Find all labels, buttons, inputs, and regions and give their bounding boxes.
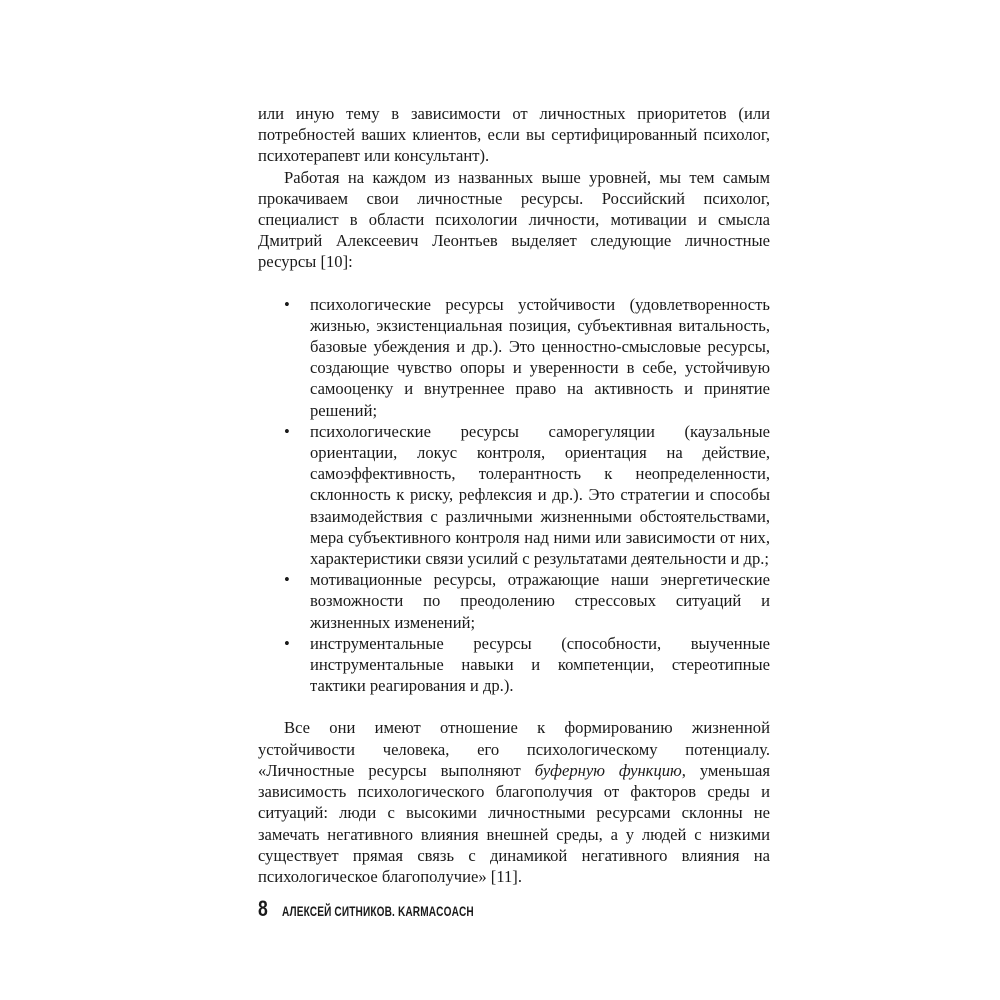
page-number: 8 — [258, 896, 268, 921]
list-item-text: инструментальные ресурсы (способности, выученные инструментальные навыки и компетенции, стереотипные тактики реагирования и др.). — [310, 633, 770, 696]
list-item-text: мотивационные ресурсы, отражающие наши энергетические возможности по преодолению стрессовых ситуаций и жизненных изменений; — [310, 570, 770, 632]
list-item — [284, 633, 770, 697]
running-title: АЛЕКСЕЙ СИТНИКОВ. KARMACOACH — [282, 903, 474, 919]
list-item — [284, 294, 770, 421]
bullet-icon: • — [284, 633, 290, 653]
list-item — [284, 569, 770, 633]
conclusion-italic-term: буферную функцию — [534, 760, 682, 780]
paragraph-lead: или иную тему в зависимости от личностных приоритетов (или потребностей ваших клиентов, если вы сертифицированный психолог, психотерапевт или консультант). — [258, 104, 770, 166]
list-item-text: психологические ресурсы устойчивости (удовлетворенность жизнью, экзистенциальная позиция, субъективная витальность, базовые убеждения и др.). Это ценностно-смысловые ресурсы, создающие чувство опоры и уверенности в себе, устойчивую самооценку и внутреннее право на активность и принятие решений; — [310, 294, 770, 420]
resource-list — [258, 294, 770, 697]
list-item — [284, 421, 770, 569]
bullet-icon: • — [284, 294, 290, 314]
conclusion-text-end: , уменьшая зависимость психологического благополучия от факторов среды и ситуаций: люди с высокими личностными ресурсами склонны не замечать негативного влияния внешней среды, а у людей с низкими существует прямая связь с динамикой негативного влияния на психологическое благополучие» [11]. — [258, 760, 771, 886]
paragraph-resources-intro: Работая на каждом из названных выше уровней, мы тем самым прокачиваем свои личностные ресурсы. Российский психолог, специалист в области психологии личности, мотивации и смысла Дмитрий Алексеевич Леонтьев выделяет следующие личностные ресурсы [10]: — [258, 167, 770, 272]
page-footer — [258, 896, 548, 922]
bullet-icon: • — [284, 421, 290, 441]
body-text — [258, 103, 770, 887]
paragraph-conclusion — [258, 717, 770, 887]
bullet-icon: • — [284, 570, 290, 590]
conclusion-text-start: Все они имеют отношение к формированию жизненной устойчивости человека, его психологическому потенциалу. «Личностные ресурсы выполняют — [258, 718, 770, 780]
list-item-text: психологические ресурсы саморегуляции (каузальные ориентации, локус контроля, ориентация на действие, самоэффективность, толерантность к неопределенности, склонность к риску, рефлексия и др.). Это стратегии и способы взаимодействия с различными жизненными обстоятельствами, мера субъективного контроля над ними или зависимости от них, характеристики связи усилий с результатами деятельности и др.; — [310, 421, 770, 569]
